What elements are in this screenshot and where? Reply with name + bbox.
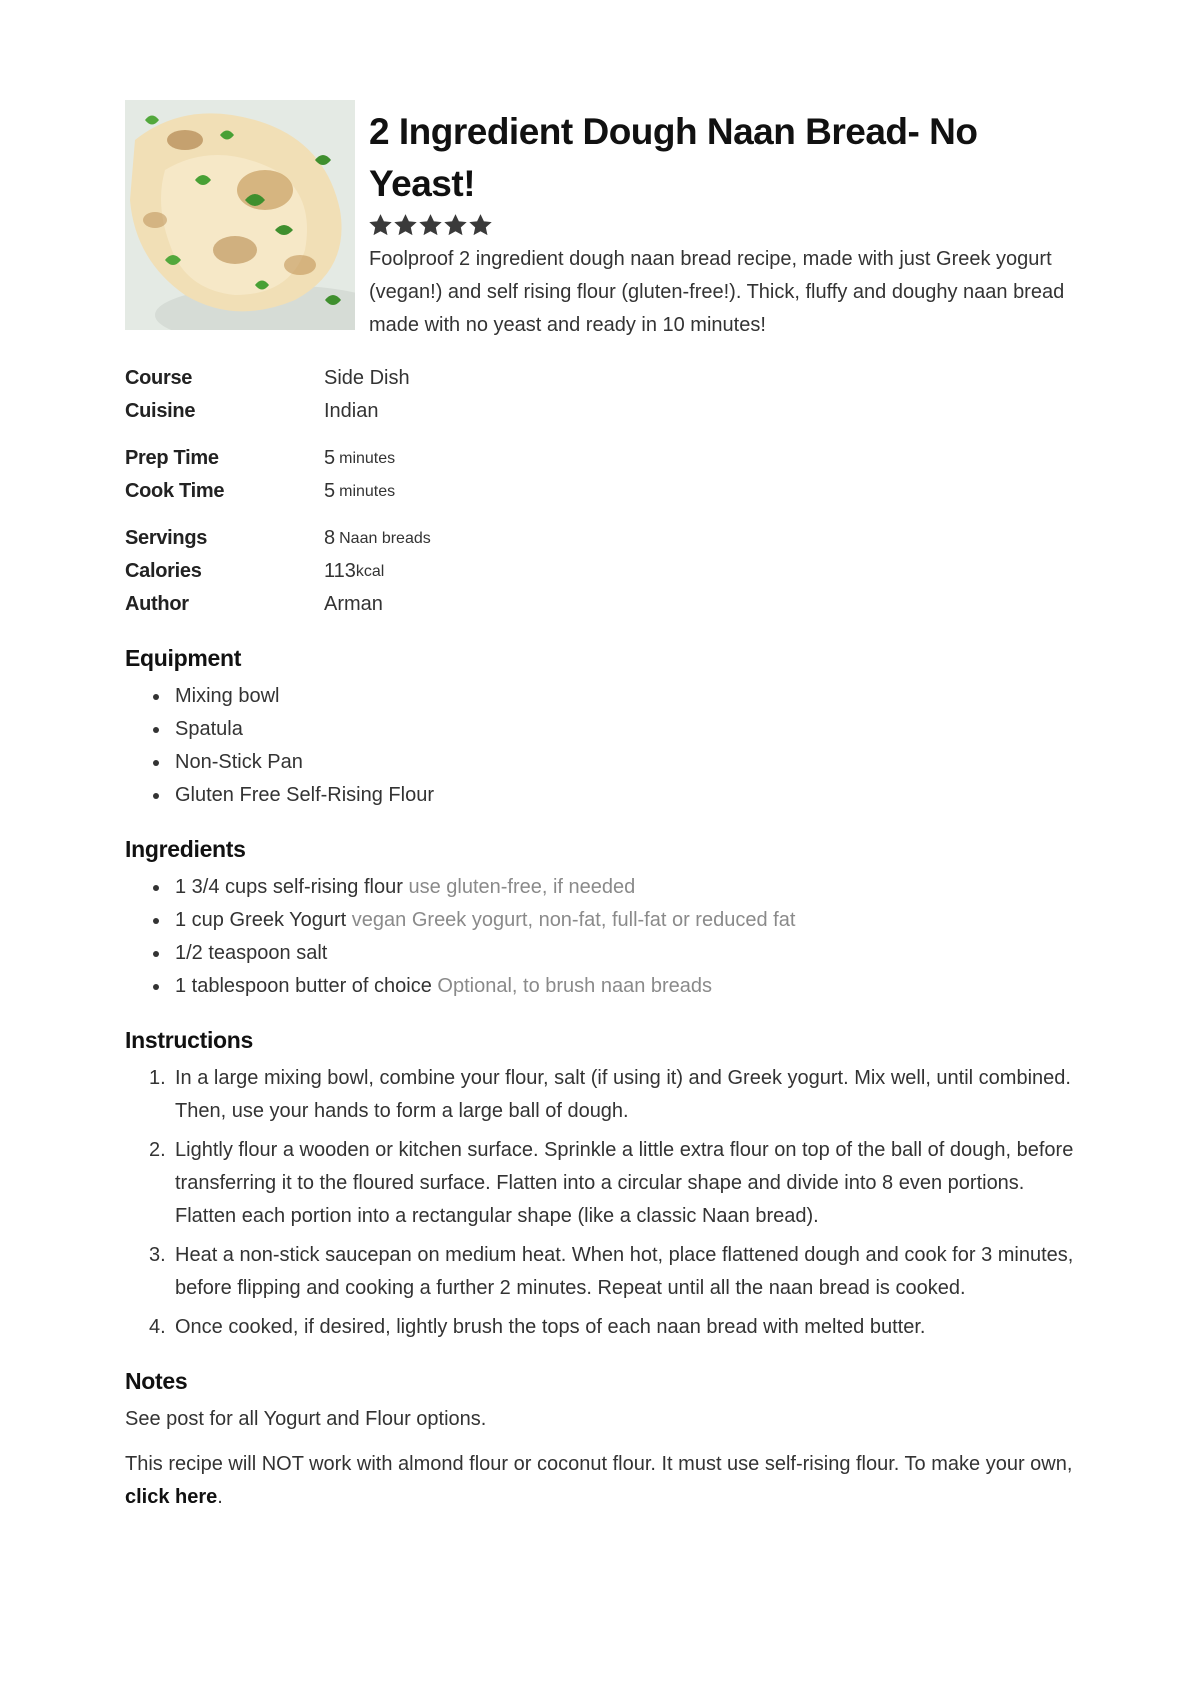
ingredient-text: 1 cup Greek Yogurt [175, 909, 347, 931]
cook-time-label: Cook Time [125, 480, 225, 502]
instruction-step: Once cooked, if desired, lightly brush the tops of each naan bread with melted butter. [175, 1316, 926, 1338]
ingredient-item [175, 970, 1085, 1003]
cuisine-label: Cuisine [125, 400, 196, 422]
meta-group-details [125, 522, 1085, 621]
instructions-list [125, 1062, 1085, 1344]
cook-time-unit: minutes [339, 482, 396, 500]
prep-time-label: Prep Time [125, 447, 219, 469]
meta-group-times [125, 442, 1085, 508]
meta-row-cuisine [125, 395, 1085, 428]
ingredient-note: Optional, to brush naan breads [437, 975, 713, 997]
prep-time-unit: minutes [339, 449, 396, 467]
ingredient-item [175, 937, 1085, 970]
equipment-item: Mixing bowl [175, 680, 1085, 713]
equipment-item: Gluten Free Self-Rising Flour [175, 779, 1085, 812]
notes-heading: Notes [125, 1368, 188, 1394]
star-icon[interactable] [444, 214, 467, 237]
prep-time-value: 5 [324, 447, 336, 469]
star-icon[interactable] [469, 214, 492, 237]
ingredient-text: 1/2 teaspoon salt [175, 942, 328, 964]
star-icon[interactable] [369, 214, 392, 237]
calories-unit: kcal [355, 562, 385, 580]
ingredient-item [175, 871, 1085, 904]
course-label: Course [125, 367, 193, 389]
equipment-item: Non-Stick Pan [175, 746, 1085, 779]
servings-label: Servings [125, 527, 208, 549]
instructions-section [125, 1027, 1085, 1344]
ingredients-heading: Ingredients [125, 836, 246, 862]
ingredient-text: 1 3/4 cups self-rising flour [175, 876, 403, 898]
naan-bread-illustration [125, 100, 355, 330]
click-here-link[interactable]: click here [125, 1486, 218, 1508]
meta-row-course [125, 362, 1085, 395]
meta-row-cook [125, 475, 1085, 508]
meta-row-calories [125, 555, 1085, 588]
equipment-list [125, 680, 1085, 812]
notes-line-1: See post for all Yogurt and Flour options. [125, 1408, 487, 1430]
recipe-header-text [369, 100, 1085, 342]
calories-value: 113 [324, 560, 356, 582]
recipe-summary: Foolproof 2 ingredient dough naan bread recipe, made with just Greek yogurt (vegan!) and self rising flour (gluten-free!). Thick, fluffy and doughy naan bread made with no yeast and ready in 10 minutes! [369, 248, 1065, 336]
author-value: Arman [324, 593, 383, 615]
ingredient-item [175, 904, 1085, 937]
equipment-section [125, 645, 1085, 812]
meta-group-category [125, 362, 1085, 428]
meta-row-prep [125, 442, 1085, 475]
meta-row-author [125, 588, 1085, 621]
instruction-step: Lightly flour a wooden or kitchen surface. Sprinkle a little extra flour on top of the ball of dough, before transferring it to the floured surface. Flatten into a circular shape and divide into 8 even portions. Flatten each portion into a rectangular shape (like a classic Naan bread). [175, 1139, 1074, 1227]
calories-label: Calories [125, 560, 202, 582]
star-icon[interactable] [394, 214, 417, 237]
equipment-heading: Equipment [125, 645, 242, 671]
rating-stars[interactable] [369, 214, 1085, 237]
servings-unit: Naan breads [339, 529, 431, 547]
recipe-meta [125, 362, 1085, 621]
naan-bread-photo [125, 100, 355, 330]
meta-row-servings [125, 522, 1085, 555]
cook-time-value: 5 [324, 480, 336, 502]
ingredients-list [125, 871, 1085, 1003]
notes-line-2-text: This recipe will NOT work with almond flour or coconut flour. It must use self-rising flour. To make your own, [125, 1453, 1073, 1475]
notes-line-2-end: . [217, 1486, 223, 1508]
ingredients-section [125, 836, 1085, 1003]
instruction-step: In a large mixing bowl, combine your flour, salt (if using it) and Greek yogurt. Mix well, until combined. Then, use your hands to form a large ball of dough. [175, 1067, 1071, 1122]
recipe-title: 2 Ingredient Dough Naan Bread- No Yeast! [369, 111, 978, 204]
course-value: Side Dish [324, 367, 410, 389]
instruction-step: Heat a non-stick saucepan on medium heat. When hot, place flattened dough and cook for 3 minutes, before flipping and cooking a further 2 minutes. Repeat until all the naan bread is cooked. [175, 1244, 1074, 1299]
recipe-card [125, 100, 1085, 1526]
notes-section [125, 1368, 1085, 1514]
servings-value: 8 [324, 527, 336, 549]
instructions-heading: Instructions [125, 1027, 254, 1053]
notes-line-2 [125, 1448, 1085, 1514]
ingredient-note: use gluten-free, if needed [408, 876, 636, 898]
ingredient-text: 1 tablespoon butter of choice [175, 975, 432, 997]
author-label: Author [125, 593, 189, 615]
equipment-item: Spatula [175, 713, 1085, 746]
cuisine-value: Indian [324, 400, 379, 422]
star-icon[interactable] [419, 214, 442, 237]
ingredient-note: vegan Greek yogurt, non-fat, full-fat or reduced fat [351, 909, 796, 931]
recipe-header [125, 100, 1085, 342]
